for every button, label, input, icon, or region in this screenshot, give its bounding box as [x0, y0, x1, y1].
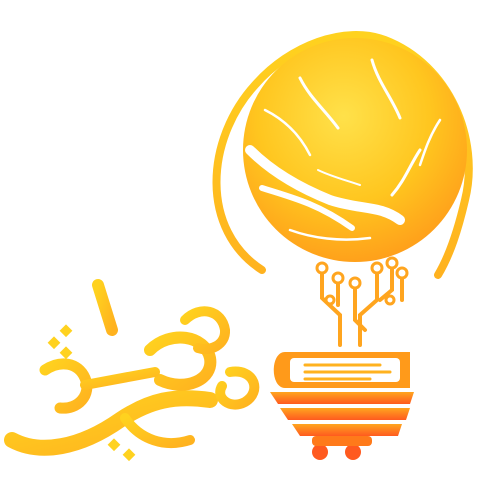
brain-sphere — [243, 38, 467, 262]
book-icon — [274, 352, 410, 388]
brand-wordmark — [12, 285, 254, 448]
bulb-base — [270, 392, 414, 436]
bulb-base-wheels — [312, 436, 372, 460]
